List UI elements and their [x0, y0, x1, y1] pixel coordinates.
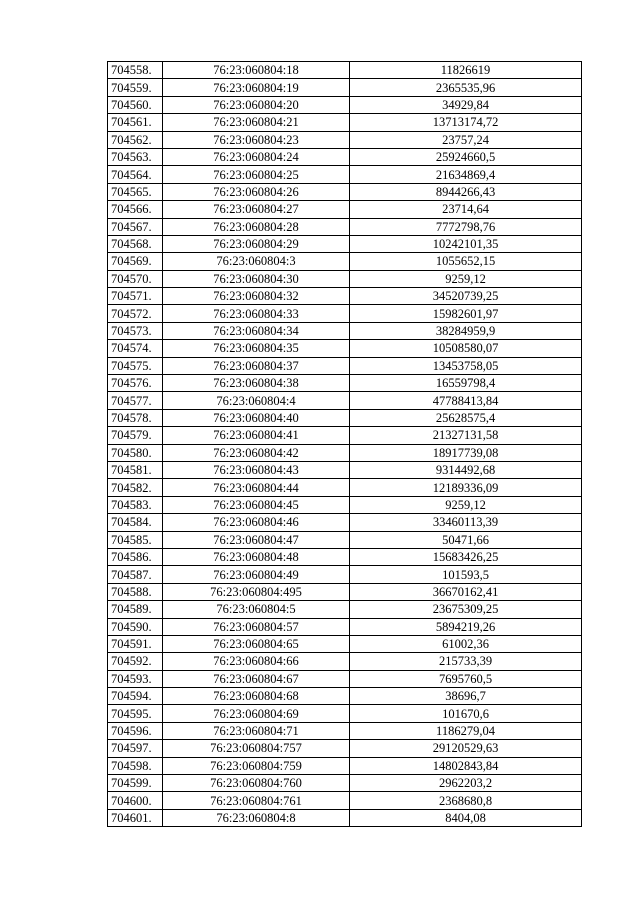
table-row	[108, 62, 582, 79]
row-number-cell: 704571.	[108, 288, 163, 305]
cadastral-value-table	[107, 61, 582, 827]
cadastral-number-cell: 76:23:060804:35	[163, 340, 350, 357]
table-row	[108, 670, 582, 687]
table-row	[108, 775, 582, 792]
table-row	[108, 201, 582, 218]
cadastral-value-cell: 10242101,35	[350, 235, 582, 252]
row-number-cell: 704583.	[108, 496, 163, 513]
cadastral-value-cell: 25628575,4	[350, 409, 582, 426]
row-number-cell: 704561.	[108, 114, 163, 131]
table-row	[108, 235, 582, 252]
table-row	[108, 757, 582, 774]
row-number-cell: 704589.	[108, 601, 163, 618]
cadastral-value-cell: 21327131,58	[350, 427, 582, 444]
row-number-cell: 704573.	[108, 322, 163, 339]
cadastral-number-cell: 76:23:060804:23	[163, 131, 350, 148]
cadastral-value-cell: 14802843,84	[350, 757, 582, 774]
table-row	[108, 566, 582, 583]
cadastral-value-cell: 2368680,8	[350, 792, 582, 809]
cadastral-value-cell: 2962203,2	[350, 775, 582, 792]
row-number-cell: 704596.	[108, 722, 163, 739]
cadastral-value-cell: 101670,6	[350, 705, 582, 722]
cadastral-number-cell: 76:23:060804:29	[163, 235, 350, 252]
cadastral-number-cell: 76:23:060804:71	[163, 722, 350, 739]
table-row	[108, 375, 582, 392]
cadastral-number-cell: 76:23:060804:48	[163, 548, 350, 565]
cadastral-number-cell: 76:23:060804:67	[163, 670, 350, 687]
table-row	[108, 635, 582, 652]
row-number-cell: 704580.	[108, 444, 163, 461]
row-number-cell: 704564.	[108, 166, 163, 183]
cadastral-number-cell: 76:23:060804:40	[163, 409, 350, 426]
cadastral-value-cell: 2365535,96	[350, 79, 582, 96]
cadastral-number-cell: 76:23:060804:18	[163, 62, 350, 79]
cadastral-number-cell: 76:23:060804:24	[163, 148, 350, 165]
row-number-cell: 704575.	[108, 357, 163, 374]
cadastral-value-cell: 9259,12	[350, 496, 582, 513]
cadastral-value-cell: 23675309,25	[350, 601, 582, 618]
table-row	[108, 148, 582, 165]
row-number-cell: 704572.	[108, 305, 163, 322]
cadastral-number-cell: 76:23:060804:28	[163, 218, 350, 235]
row-number-cell: 704588.	[108, 583, 163, 600]
row-number-cell: 704562.	[108, 131, 163, 148]
cadastral-number-cell: 76:23:060804:757	[163, 740, 350, 757]
row-number-cell: 704600.	[108, 792, 163, 809]
row-number-cell: 704581.	[108, 461, 163, 478]
cadastral-number-cell: 76:23:060804:27	[163, 201, 350, 218]
cadastral-value-cell: 1186279,04	[350, 722, 582, 739]
row-number-cell: 704597.	[108, 740, 163, 757]
table-row	[108, 601, 582, 618]
table-row	[108, 444, 582, 461]
cadastral-value-cell: 18917739,08	[350, 444, 582, 461]
table-row	[108, 653, 582, 670]
cadastral-number-cell: 76:23:060804:66	[163, 653, 350, 670]
cadastral-value-cell: 7772798,76	[350, 218, 582, 235]
table-row	[108, 688, 582, 705]
table-row	[108, 392, 582, 409]
cadastral-number-cell: 76:23:060804:47	[163, 531, 350, 548]
row-number-cell: 704567.	[108, 218, 163, 235]
cadastral-value-cell: 21634869,4	[350, 166, 582, 183]
cadastral-number-cell: 76:23:060804:760	[163, 775, 350, 792]
table-row	[108, 253, 582, 270]
table-row	[108, 218, 582, 235]
cadastral-value-cell: 9314492,68	[350, 461, 582, 478]
row-number-cell: 704574.	[108, 340, 163, 357]
cadastral-value-cell: 7695760,5	[350, 670, 582, 687]
row-number-cell: 704590.	[108, 618, 163, 635]
row-number-cell: 704587.	[108, 566, 163, 583]
cadastral-value-cell: 50471,66	[350, 531, 582, 548]
table-row	[108, 548, 582, 565]
row-number-cell: 704577.	[108, 392, 163, 409]
cadastral-number-cell: 76:23:060804:26	[163, 183, 350, 200]
table-row	[108, 357, 582, 374]
cadastral-number-cell: 76:23:060804:32	[163, 288, 350, 305]
row-number-cell: 704566.	[108, 201, 163, 218]
row-number-cell: 704579.	[108, 427, 163, 444]
table-body	[108, 62, 582, 827]
row-number-cell: 704565.	[108, 183, 163, 200]
row-number-cell: 704584.	[108, 514, 163, 531]
cadastral-value-cell: 11826619	[350, 62, 582, 79]
table-row	[108, 514, 582, 531]
table-row	[108, 114, 582, 131]
row-number-cell: 704594.	[108, 688, 163, 705]
table-row	[108, 166, 582, 183]
row-number-cell: 704570.	[108, 270, 163, 287]
table-row	[108, 131, 582, 148]
row-number-cell: 704599.	[108, 775, 163, 792]
table-row	[108, 461, 582, 478]
cadastral-value-cell: 15982601,97	[350, 305, 582, 322]
cadastral-value-cell: 13453758,05	[350, 357, 582, 374]
cadastral-number-cell: 76:23:060804:57	[163, 618, 350, 635]
cadastral-number-cell: 76:23:060804:65	[163, 635, 350, 652]
row-number-cell: 704569.	[108, 253, 163, 270]
cadastral-value-cell: 215733,39	[350, 653, 582, 670]
cadastral-number-cell: 76:23:060804:3	[163, 253, 350, 270]
cadastral-value-cell: 61002,36	[350, 635, 582, 652]
cadastral-number-cell: 76:23:060804:49	[163, 566, 350, 583]
cadastral-number-cell: 76:23:060804:68	[163, 688, 350, 705]
cadastral-value-cell: 23757,24	[350, 131, 582, 148]
row-number-cell: 704563.	[108, 148, 163, 165]
cadastral-value-cell: 25924660,5	[350, 148, 582, 165]
row-number-cell: 704601.	[108, 809, 163, 826]
cadastral-number-cell: 76:23:060804:21	[163, 114, 350, 131]
cadastral-number-cell: 76:23:060804:46	[163, 514, 350, 531]
table-row	[108, 96, 582, 113]
row-number-cell: 704585.	[108, 531, 163, 548]
cadastral-value-cell: 36670162,41	[350, 583, 582, 600]
cadastral-value-cell: 5894219,26	[350, 618, 582, 635]
cadastral-number-cell: 76:23:060804:38	[163, 375, 350, 392]
cadastral-number-cell: 76:23:060804:8	[163, 809, 350, 826]
row-number-cell: 704582.	[108, 479, 163, 496]
cadastral-number-cell: 76:23:060804:759	[163, 757, 350, 774]
table-row	[108, 722, 582, 739]
cadastral-number-cell: 76:23:060804:69	[163, 705, 350, 722]
table-row	[108, 288, 582, 305]
cadastral-number-cell: 76:23:060804:43	[163, 461, 350, 478]
cadastral-number-cell: 76:23:060804:33	[163, 305, 350, 322]
cadastral-number-cell: 76:23:060804:42	[163, 444, 350, 461]
cadastral-number-cell: 76:23:060804:761	[163, 792, 350, 809]
cadastral-value-cell: 10508580,07	[350, 340, 582, 357]
cadastral-value-cell: 1055652,15	[350, 253, 582, 270]
row-number-cell: 704598.	[108, 757, 163, 774]
cadastral-value-cell: 8944266,43	[350, 183, 582, 200]
cadastral-number-cell: 76:23:060804:30	[163, 270, 350, 287]
table-row	[108, 427, 582, 444]
cadastral-number-cell: 76:23:060804:37	[163, 357, 350, 374]
cadastral-value-cell: 23714,64	[350, 201, 582, 218]
cadastral-number-cell: 76:23:060804:45	[163, 496, 350, 513]
table-row	[108, 583, 582, 600]
row-number-cell: 704578.	[108, 409, 163, 426]
table-row	[108, 270, 582, 287]
cadastral-value-cell: 13713174,72	[350, 114, 582, 131]
cadastral-number-cell: 76:23:060804:41	[163, 427, 350, 444]
cadastral-number-cell: 76:23:060804:4	[163, 392, 350, 409]
cadastral-value-cell: 101593,5	[350, 566, 582, 583]
cadastral-number-cell: 76:23:060804:19	[163, 79, 350, 96]
table-row	[108, 305, 582, 322]
cadastral-value-cell: 34520739,25	[350, 288, 582, 305]
row-number-cell: 704592.	[108, 653, 163, 670]
table-row	[108, 409, 582, 426]
row-number-cell: 704595.	[108, 705, 163, 722]
row-number-cell: 704568.	[108, 235, 163, 252]
table-row	[108, 79, 582, 96]
row-number-cell: 704593.	[108, 670, 163, 687]
cadastral-number-cell: 76:23:060804:44	[163, 479, 350, 496]
cadastral-value-cell: 38696,7	[350, 688, 582, 705]
cadastral-value-cell: 9259,12	[350, 270, 582, 287]
table-row	[108, 183, 582, 200]
table-row	[108, 340, 582, 357]
row-number-cell: 704586.	[108, 548, 163, 565]
cadastral-value-cell: 38284959,9	[350, 322, 582, 339]
cadastral-value-cell: 12189336,09	[350, 479, 582, 496]
table-row	[108, 322, 582, 339]
row-number-cell: 704560.	[108, 96, 163, 113]
table-row	[108, 496, 582, 513]
cadastral-value-cell: 47788413,84	[350, 392, 582, 409]
row-number-cell: 704559.	[108, 79, 163, 96]
row-number-cell: 704591.	[108, 635, 163, 652]
cadastral-value-cell: 33460113,39	[350, 514, 582, 531]
row-number-cell: 704558.	[108, 62, 163, 79]
cadastral-value-cell: 34929,84	[350, 96, 582, 113]
table-row	[108, 479, 582, 496]
cadastral-value-cell: 8404,08	[350, 809, 582, 826]
row-number-cell: 704576.	[108, 375, 163, 392]
table-row	[108, 809, 582, 826]
table-row	[108, 618, 582, 635]
cadastral-number-cell: 76:23:060804:5	[163, 601, 350, 618]
cadastral-value-cell: 16559798,4	[350, 375, 582, 392]
cadastral-number-cell: 76:23:060804:25	[163, 166, 350, 183]
table-row	[108, 740, 582, 757]
cadastral-value-cell: 29120529,63	[350, 740, 582, 757]
cadastral-number-cell: 76:23:060804:34	[163, 322, 350, 339]
cadastral-number-cell: 76:23:060804:495	[163, 583, 350, 600]
cadastral-value-cell: 15683426,25	[350, 548, 582, 565]
table-row	[108, 792, 582, 809]
table-row	[108, 531, 582, 548]
cadastral-number-cell: 76:23:060804:20	[163, 96, 350, 113]
table-row	[108, 705, 582, 722]
